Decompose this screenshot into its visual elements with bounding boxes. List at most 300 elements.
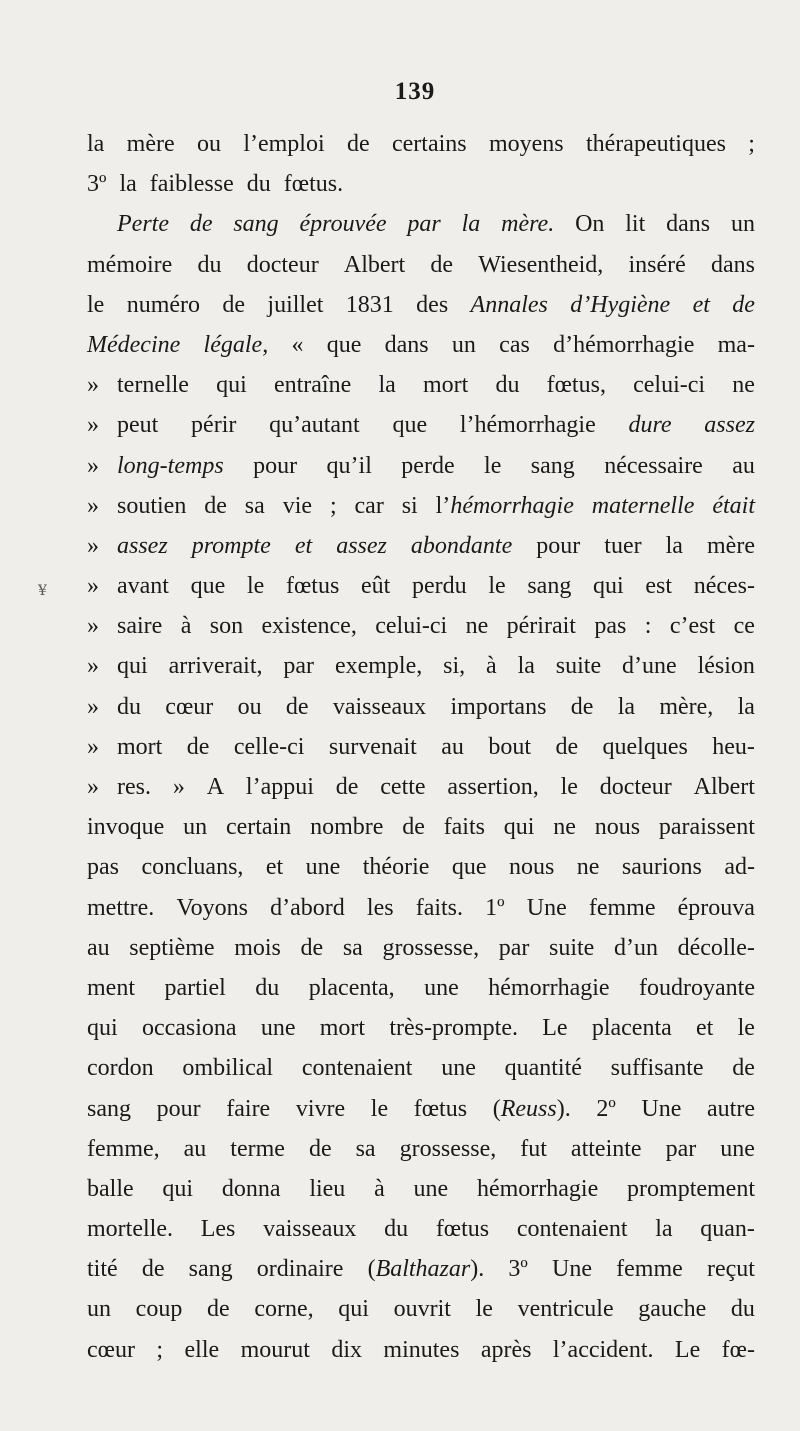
word: sang — [188, 1256, 233, 1283]
word: thérapeutiques — [585, 131, 726, 157]
word: si — [401, 492, 418, 519]
word: d’Hygiène — [570, 291, 671, 318]
word: celle-ci — [233, 733, 305, 760]
text-line — [87, 405, 755, 445]
word: bout — [488, 733, 532, 760]
word: pour — [156, 1095, 201, 1122]
word: périrait — [506, 613, 576, 640]
word: soutien — [117, 492, 187, 519]
word: qui — [338, 1296, 369, 1323]
word: 1831 — [345, 291, 394, 318]
word: ad- — [724, 854, 755, 881]
text-line — [87, 807, 755, 847]
word: dans — [666, 211, 711, 238]
word: fœtus. — [283, 171, 344, 198]
text-line — [87, 325, 755, 365]
word: 3º — [87, 171, 107, 198]
word: ce — [733, 613, 755, 640]
text-line — [87, 687, 755, 727]
text-line — [87, 245, 755, 285]
word: suite — [549, 934, 595, 961]
word: la — [119, 171, 137, 198]
word: Une — [526, 894, 567, 921]
word: fœtus, — [546, 372, 606, 399]
word: 1º — [485, 894, 505, 921]
text-line — [87, 164, 755, 204]
word: autre — [707, 1095, 755, 1122]
text-line — [87, 1289, 755, 1329]
word: femme — [616, 1256, 683, 1283]
word: gauche — [638, 1296, 707, 1323]
word: néces- — [693, 573, 755, 600]
word: de — [186, 733, 210, 760]
word: après — [480, 1336, 532, 1363]
word: existence, — [261, 613, 357, 640]
word: ou — [196, 131, 221, 157]
word: ne — [576, 854, 600, 881]
word: à — [180, 613, 192, 640]
word: éprouvée — [299, 211, 387, 238]
text-line — [87, 646, 755, 686]
text-line — [87, 606, 755, 646]
word: mémoire — [87, 251, 173, 278]
word: ou — [237, 693, 262, 720]
word: que — [451, 854, 487, 881]
word: la — [461, 211, 481, 238]
word: une — [441, 1055, 476, 1082]
word: Annales — [470, 291, 548, 318]
word: l’accident. — [552, 1336, 654, 1363]
word: Albert — [693, 774, 755, 800]
word: qui — [87, 1015, 118, 1042]
word: concluans, — [141, 854, 244, 881]
word: le — [488, 573, 506, 600]
word: une — [424, 974, 459, 1001]
word: par — [407, 211, 441, 238]
word: cette — [380, 774, 426, 800]
word: mère — [707, 532, 755, 559]
text-line — [87, 1129, 755, 1169]
word: Perte — [117, 211, 169, 238]
word: ma- — [717, 331, 755, 358]
word: le — [560, 774, 578, 800]
quote-mark: » — [87, 573, 99, 600]
word: qui — [503, 814, 535, 841]
word: Médecine — [87, 331, 181, 358]
word: corne, — [254, 1296, 314, 1323]
word: la — [378, 372, 396, 399]
word: dans — [384, 331, 429, 358]
word: terme — [230, 1135, 285, 1162]
quote-mark: » — [87, 532, 99, 559]
word: faits — [443, 814, 485, 841]
word: sang — [530, 452, 575, 479]
word: le — [484, 452, 502, 479]
word: le — [370, 1095, 389, 1122]
word: de — [141, 1256, 165, 1283]
text-line — [87, 526, 755, 566]
word: Une — [641, 1095, 682, 1122]
word: fut — [520, 1135, 547, 1162]
word: car — [354, 492, 384, 519]
word: mettre. — [87, 894, 155, 921]
text-line — [87, 1048, 755, 1088]
word: décolle- — [677, 934, 755, 961]
text-line — [87, 204, 755, 244]
word: mort — [422, 372, 469, 399]
word: docteur — [246, 251, 319, 278]
word: qui — [117, 653, 148, 680]
word: et — [692, 291, 710, 318]
word: nous — [508, 854, 555, 881]
word: perde — [401, 452, 455, 479]
word: ordinaire — [256, 1256, 344, 1283]
word: prompte — [191, 532, 271, 559]
word: c’est — [669, 613, 716, 640]
text-line — [87, 1008, 755, 1048]
word: assez — [117, 532, 168, 559]
word: mère — [126, 131, 175, 157]
word: faiblesse — [149, 171, 234, 198]
word: au — [183, 1135, 207, 1162]
word: atteinte — [570, 1135, 642, 1162]
word: quantité — [504, 1055, 582, 1082]
word: de — [335, 774, 359, 800]
word: une — [305, 854, 341, 881]
word: par — [498, 934, 530, 961]
word: suffisante — [610, 1055, 704, 1082]
word: faire — [226, 1095, 271, 1122]
text-line — [87, 124, 755, 164]
word: sa — [342, 934, 363, 961]
quote-mark: » — [87, 452, 99, 479]
word: d’abord — [270, 894, 345, 921]
word: suite — [555, 653, 602, 680]
word: et — [696, 1015, 714, 1042]
word: Le — [674, 1336, 701, 1363]
word: vaisseaux — [332, 693, 427, 720]
word: Albert — [343, 251, 406, 278]
word: l’hémorrhagie — [459, 412, 596, 439]
word: numéro — [126, 291, 201, 318]
word: heu- — [712, 733, 755, 760]
word: de — [300, 934, 324, 961]
word: sang — [233, 211, 279, 238]
word: vie — [282, 492, 313, 519]
word: son — [209, 613, 244, 640]
text-line — [87, 1089, 755, 1129]
word: dix — [331, 1336, 362, 1363]
word: lésion — [697, 653, 755, 680]
word: Le — [542, 1015, 568, 1042]
word: mois — [234, 934, 281, 961]
word: du — [246, 171, 271, 198]
word: de — [732, 291, 755, 318]
quote-mark: » — [87, 774, 99, 800]
word: nous — [594, 814, 641, 841]
word: lit — [625, 211, 646, 238]
word: nombre — [310, 814, 384, 841]
word: cœur — [165, 693, 214, 720]
word: foudroyante — [639, 974, 755, 1001]
word: partiel — [164, 974, 226, 1001]
word: sang — [87, 1095, 131, 1122]
word: l’appui — [245, 774, 314, 800]
word: : — [644, 613, 652, 640]
word: ventricule — [517, 1296, 614, 1323]
word: sa — [244, 492, 265, 519]
word: qu’il — [326, 452, 372, 479]
word: res. — [117, 774, 151, 800]
word: ; — [748, 131, 755, 157]
word: femme — [588, 894, 656, 921]
word: certains — [392, 131, 467, 157]
text-line — [87, 888, 755, 928]
word: contenaient — [301, 1055, 413, 1082]
text-line — [87, 1209, 755, 1249]
text-line — [87, 767, 755, 807]
word: A — [206, 774, 225, 800]
word: le — [475, 1296, 493, 1323]
word: si, — [443, 653, 466, 680]
word: pas — [87, 854, 119, 881]
word: du — [495, 372, 520, 399]
word: ouvrit — [393, 1296, 451, 1323]
word: survenait — [328, 733, 417, 760]
word: qu’autant — [269, 412, 360, 439]
word: (Balthazar). — [367, 1256, 485, 1283]
body-text — [87, 124, 755, 1370]
word: long-temps — [117, 452, 224, 479]
word: arriverait, — [168, 653, 263, 680]
word: occasiona — [141, 1015, 237, 1042]
quote-mark: » — [87, 372, 99, 399]
word: Voyons — [176, 894, 249, 921]
word: à — [486, 653, 497, 680]
word: la — [737, 693, 755, 720]
word: donna — [221, 1175, 281, 1202]
word: d’hémorrhagie — [553, 331, 695, 358]
word: cœur — [87, 1336, 135, 1363]
word: ombilical — [182, 1055, 274, 1082]
word: mourut — [240, 1336, 310, 1363]
word: Wiesentheid, — [478, 251, 604, 278]
page-number: 139 — [394, 78, 436, 105]
word: importans — [450, 693, 547, 720]
word: saurions — [621, 854, 702, 881]
word: du — [197, 251, 222, 278]
word: placenta — [591, 1015, 672, 1042]
word: des — [416, 291, 449, 318]
word: le — [246, 573, 265, 600]
word: une — [260, 1015, 296, 1042]
word: entraîne — [273, 372, 352, 399]
text-line — [87, 727, 755, 767]
word: fœtus — [435, 1216, 490, 1243]
word: de — [207, 1296, 230, 1323]
word: quelques — [602, 733, 688, 760]
word: On — [575, 211, 605, 238]
word: tuer — [604, 532, 642, 559]
word: » — [172, 774, 185, 800]
word: certain — [225, 814, 292, 841]
word: d’une — [622, 653, 677, 680]
text-line — [87, 847, 755, 887]
word: dure — [628, 412, 672, 439]
word: légale, — [203, 331, 269, 358]
word: (Reuss). — [492, 1095, 571, 1122]
word: pas — [594, 613, 627, 640]
word: et — [265, 854, 284, 881]
word: fœ- — [721, 1336, 755, 1363]
word: les — [366, 894, 394, 921]
word: pour — [253, 452, 298, 479]
word: lieu — [309, 1175, 346, 1202]
word: de — [222, 291, 246, 318]
word: ternelle — [117, 372, 189, 399]
text-line — [87, 285, 755, 325]
text-line — [87, 365, 755, 405]
word: sa — [355, 1135, 376, 1162]
word: grossesse, — [382, 934, 480, 961]
word: de — [430, 251, 454, 278]
word: assertion, — [447, 774, 539, 800]
text-line — [87, 1169, 755, 1209]
word: la — [665, 532, 683, 559]
word: est — [645, 573, 673, 600]
word: docteur — [599, 774, 672, 800]
word: nécessaire — [604, 452, 703, 479]
word: balle — [87, 1175, 134, 1202]
word: minutes — [383, 1336, 460, 1363]
word: la — [87, 131, 105, 157]
margin-mark: ¥ — [38, 583, 47, 599]
word: et — [294, 532, 313, 559]
word: saire — [117, 613, 163, 640]
word: Les — [200, 1216, 236, 1243]
word: femme, — [87, 1135, 160, 1162]
word: cas — [499, 331, 530, 358]
word: que — [190, 573, 226, 600]
word: ne — [732, 372, 755, 399]
word: par — [283, 653, 315, 680]
word: perdu — [412, 573, 467, 600]
word: au — [441, 733, 464, 760]
word: la — [517, 653, 535, 680]
word: assez — [704, 412, 755, 439]
word: ne — [553, 814, 576, 841]
word: quan- — [700, 1216, 755, 1243]
word: faits. — [415, 894, 464, 921]
word: ment — [87, 974, 135, 1001]
quote-mark: » — [87, 733, 99, 760]
word: qui — [162, 1175, 194, 1202]
word: avant — [117, 573, 169, 600]
word: du — [255, 974, 280, 1001]
word: très-prompte. — [389, 1015, 518, 1042]
word: de — [285, 693, 309, 720]
word: de — [204, 492, 227, 519]
word: du — [117, 693, 141, 720]
word: du — [730, 1296, 755, 1323]
word: périr — [191, 412, 237, 439]
quote-mark: » — [87, 613, 99, 640]
word: juillet — [267, 291, 324, 318]
word: vaisseaux — [263, 1216, 357, 1243]
word: cordon — [87, 1055, 154, 1082]
word: peut — [117, 412, 159, 439]
quote-mark: » — [87, 653, 99, 680]
word: invoque — [87, 814, 165, 841]
word: hémorrhagie — [476, 1175, 599, 1202]
word: de — [189, 211, 213, 238]
text-line — [87, 446, 755, 486]
word: celui-ci — [375, 613, 448, 640]
word: l’hémorrhagie — [435, 492, 574, 519]
word: promptement — [627, 1175, 755, 1202]
word: un — [183, 814, 208, 841]
word: septième — [129, 934, 215, 961]
word: vivre — [295, 1095, 346, 1122]
word: maternelle — [591, 492, 695, 519]
word: le — [737, 1015, 755, 1042]
word: ne — [465, 613, 489, 640]
word: placenta, — [308, 974, 395, 1001]
word: mortelle. — [87, 1216, 173, 1243]
word: elle — [184, 1336, 220, 1363]
word: reçut — [706, 1256, 755, 1283]
word: de — [347, 131, 370, 157]
text-line — [87, 566, 755, 606]
word: au — [732, 452, 755, 479]
word: un — [451, 331, 476, 358]
word: de — [402, 814, 425, 841]
word: assez — [336, 532, 387, 559]
text-line — [87, 928, 755, 968]
word: de — [732, 1055, 755, 1082]
word: la — [655, 1216, 673, 1243]
word: du — [384, 1216, 409, 1243]
word: moyens — [488, 131, 564, 157]
word: était — [712, 492, 755, 519]
word: une — [413, 1175, 449, 1202]
word: pour — [536, 532, 581, 559]
word: de — [570, 693, 594, 720]
word: qui — [593, 573, 624, 600]
text-line — [87, 968, 755, 1008]
word: fœtus — [285, 573, 340, 600]
text-line — [87, 486, 755, 526]
word: fœtus — [413, 1095, 468, 1122]
word: un — [730, 211, 755, 238]
word: inséré — [628, 251, 686, 278]
word: coup — [135, 1296, 183, 1323]
word: éprouva — [677, 894, 755, 921]
quote-mark: » — [87, 412, 99, 439]
word: l’emploi — [243, 131, 325, 157]
word: 2º — [596, 1095, 616, 1122]
word: grossesse, — [399, 1135, 497, 1162]
word: un — [87, 1296, 111, 1323]
word: exemple, — [334, 653, 423, 680]
word: que — [326, 331, 362, 358]
word: mort — [319, 1015, 366, 1042]
word: que — [392, 412, 428, 439]
word: ; — [156, 1336, 164, 1363]
quote-mark: » — [87, 492, 99, 519]
word: qui — [216, 372, 247, 399]
word: dans — [710, 251, 755, 278]
